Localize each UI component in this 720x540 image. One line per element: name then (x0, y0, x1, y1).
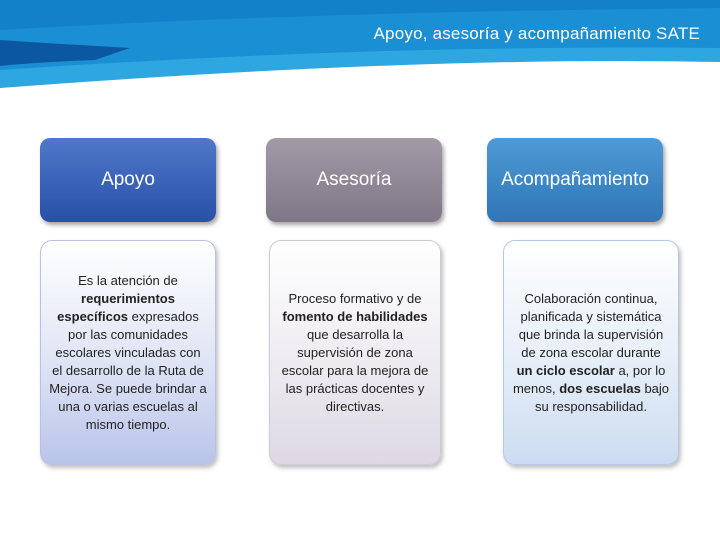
apoyo-text-1: Es la atención de (78, 272, 178, 288)
acompanamiento-description (512, 290, 670, 416)
acompanamiento-text-2: a, por lo menos, (512, 362, 666, 396)
asesoria-text-1: Proceso formativo y de (288, 290, 422, 306)
apoyo-text-bold: requerimientos específicos (57, 290, 175, 324)
apoyo-description (49, 272, 207, 434)
apoyo-heading: Apoyo (101, 169, 155, 190)
apoyo-text-2: expresados por las comunidades escolares vinculadas con el desarrollo de la Ruta de Mejora. Se puede brindar a una o varias escuelas al mismo tiempo. (49, 308, 207, 432)
acompanamiento-text-bold-1: un ciclo escolar (516, 362, 615, 378)
acompanamiento-heading: Acompañamiento (501, 169, 649, 190)
acompanamiento-text-bold-2: dos escuelas (559, 380, 641, 396)
asesoria-header (266, 138, 442, 222)
apoyo-description-box (40, 240, 216, 465)
page-title: Apoyo, asesoría y acompañamiento SATE (373, 24, 700, 43)
header-banner (0, 0, 720, 100)
acompanamiento-text-3: bajo su responsabilidad. (534, 380, 670, 414)
acompanamiento-description-box (503, 240, 679, 465)
asesoria-text-2: que desarrolla la supervisión de zona escolar para la mejora de las prácticas docentes y directivas. (281, 326, 429, 414)
asesoria-description (278, 290, 432, 416)
acompanamiento-header (487, 138, 663, 222)
apoyo-header (40, 138, 216, 222)
asesoria-text-bold: fomento de habilidades (282, 308, 428, 324)
asesoria-heading: Asesoría (316, 169, 392, 190)
asesoria-description-box (269, 240, 441, 465)
acompanamiento-text-1: Colaboración continua, planificada y sistemática que brinda la supervisión de zona escolar durante (518, 290, 664, 360)
